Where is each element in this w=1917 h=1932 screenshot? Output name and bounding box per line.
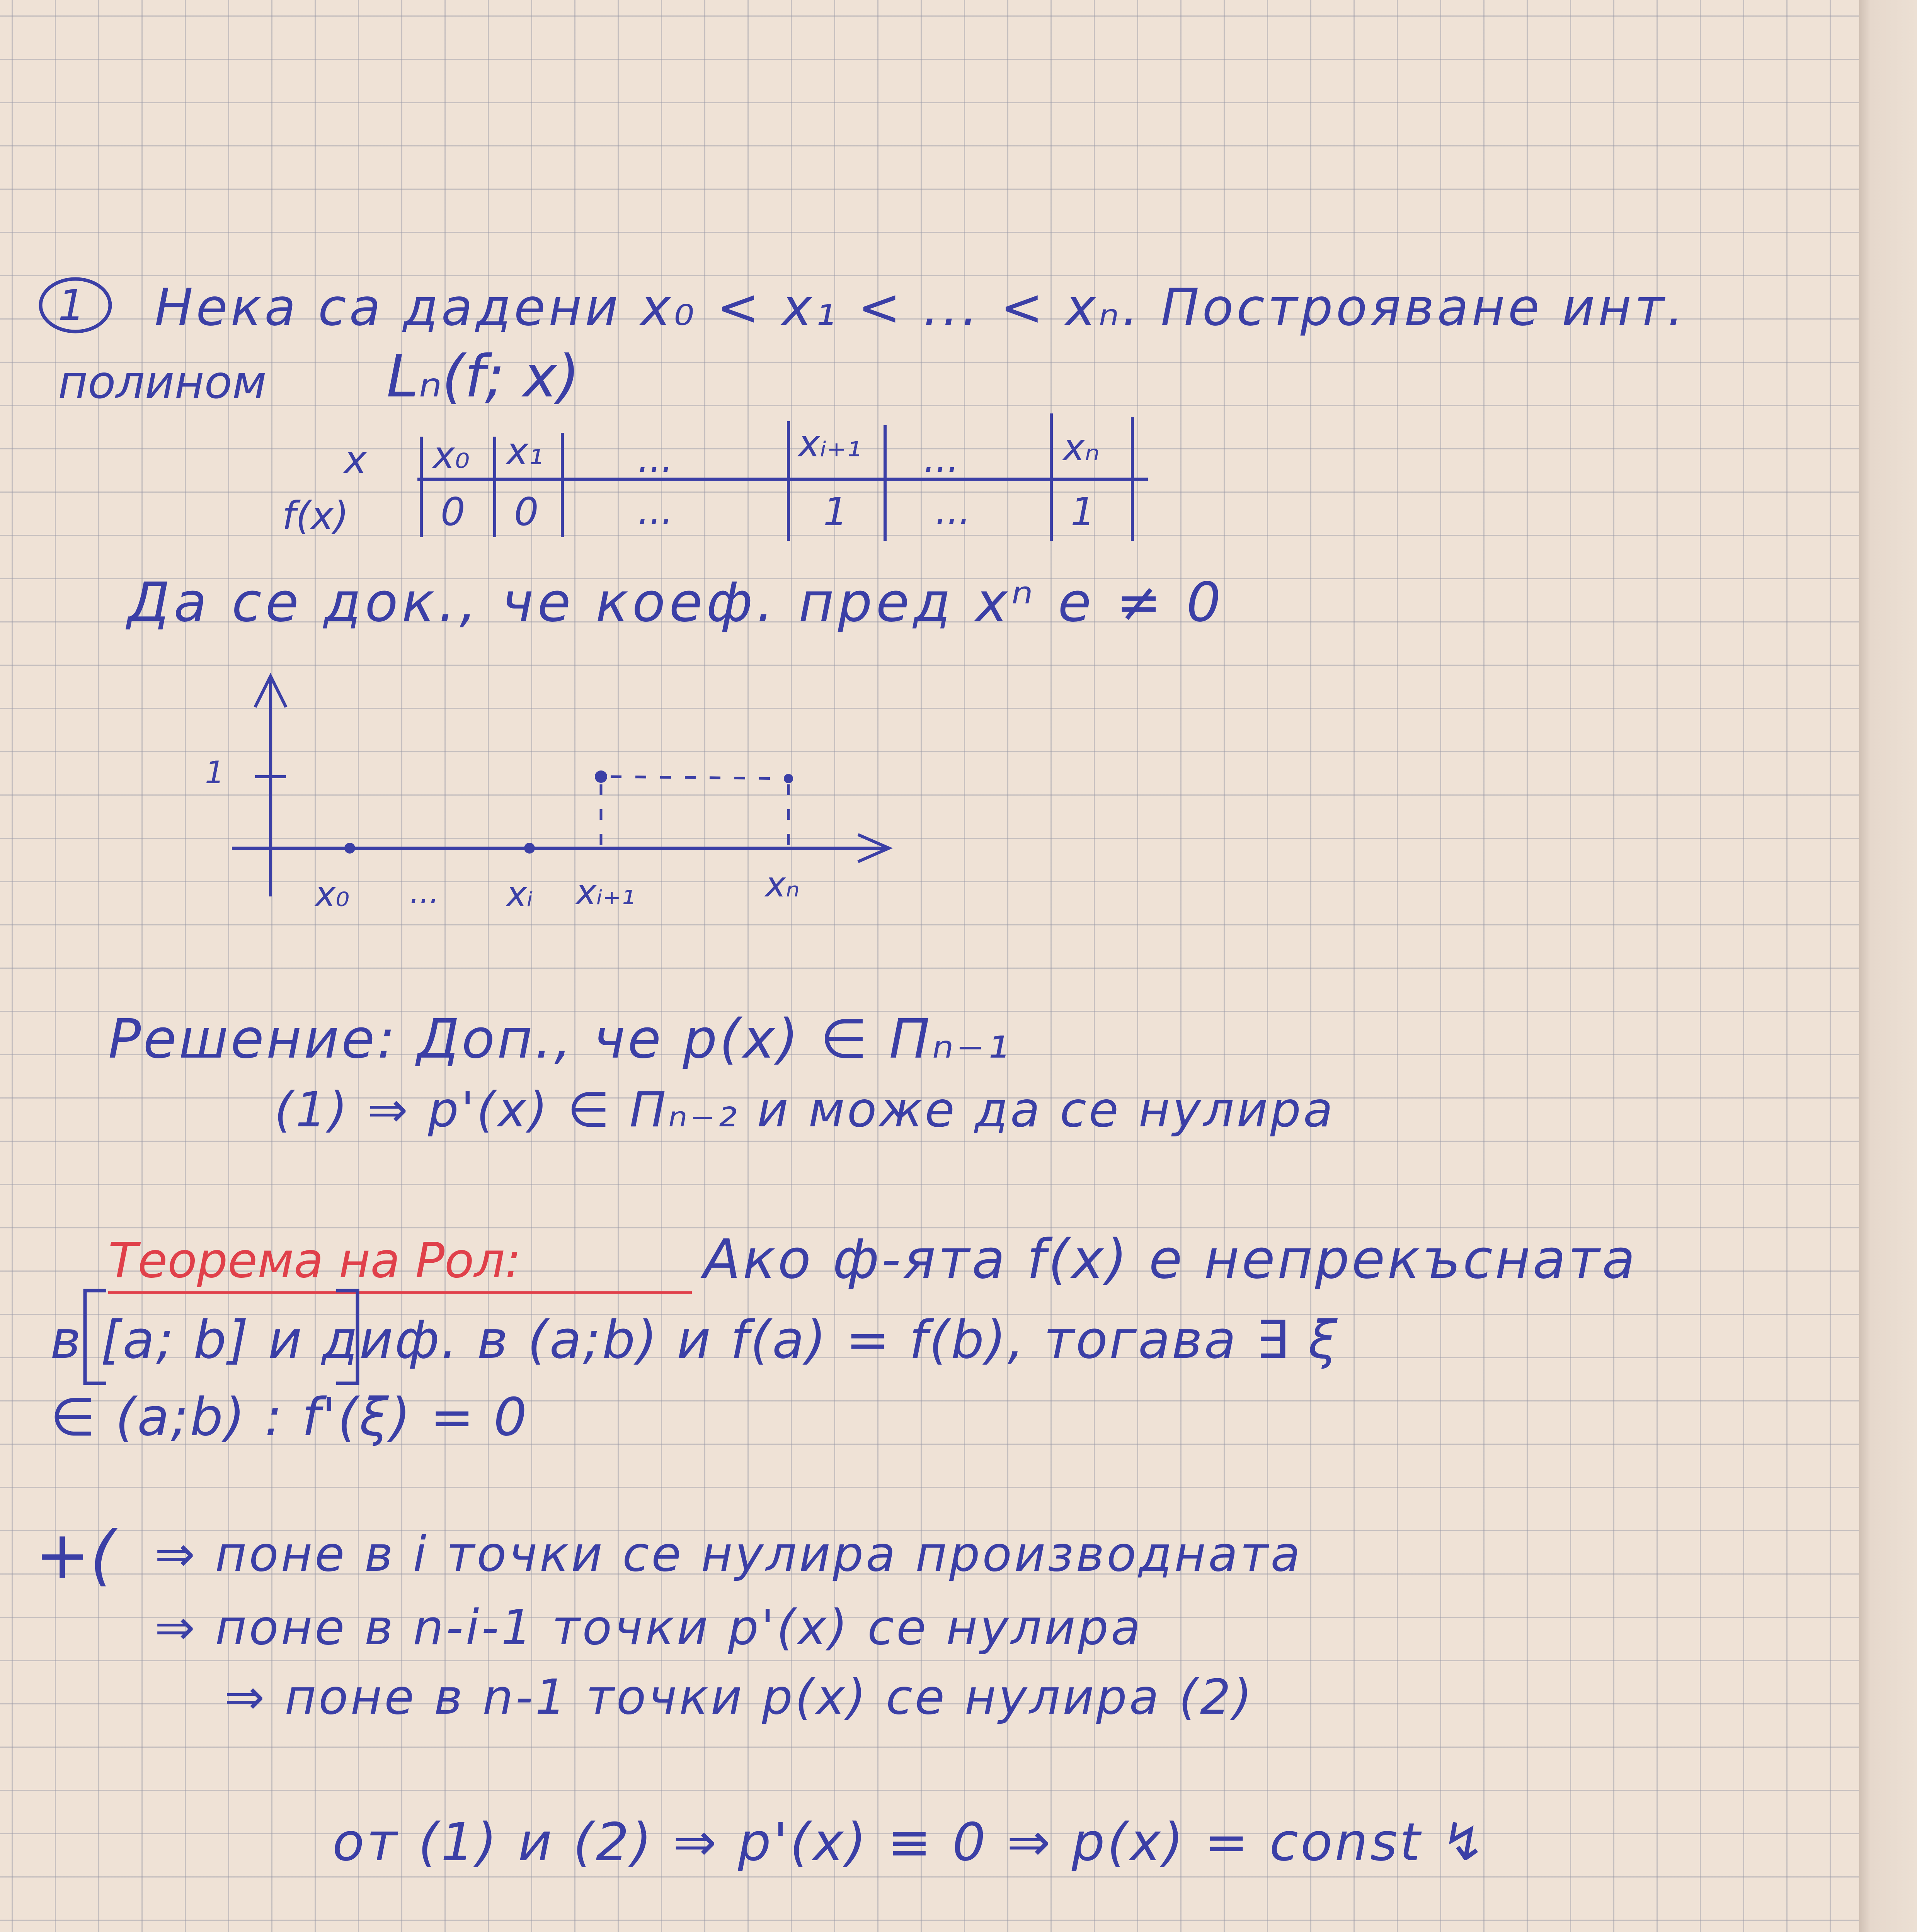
- point-x0: [344, 843, 355, 854]
- table-row-label-fx: f(x): [282, 493, 349, 538]
- table-row-label-x: x: [344, 437, 367, 482]
- graph-y-tick: 1: [205, 755, 225, 791]
- table-f-cell: 1: [1071, 489, 1095, 534]
- theorem-line-2: в [a; b] и диф. в (a;b) и f(a) = f(b), тогава ∃ ξ: [50, 1310, 1339, 1370]
- theorem-line-3: ∈ (a;b) : f'(ξ) = 0: [50, 1387, 529, 1447]
- graph-x-label: xᵢ: [506, 874, 533, 915]
- graph-x-label: ...: [410, 874, 439, 910]
- table-x-cell: ...: [638, 437, 673, 481]
- table-f-cell: ...: [638, 490, 673, 533]
- solution-line-1: Решение: Доп., че p(x) ∈ Πₙ₋₁: [108, 1008, 1011, 1071]
- table-x-cell: x₁: [506, 430, 543, 473]
- problem-line-2-formula: Lₙ(f; x): [386, 343, 580, 410]
- graph-x-label: xₙ: [765, 864, 800, 905]
- table-f-cell: 0: [514, 489, 539, 534]
- graph-points: [344, 770, 793, 854]
- argument-line-2: ⇒ поне в n-i-1 точки p'(x) се нулира: [155, 1600, 1143, 1656]
- theorem-title: Теорема на Рол:: [108, 1233, 521, 1289]
- graph-x-label: xᵢ₊₁: [576, 872, 635, 913]
- graph-dashed-lines: [601, 777, 788, 846]
- graph-x-label: x₀: [315, 874, 350, 915]
- table-x-cell: x₀: [433, 434, 470, 477]
- problem-line-1: Нека са дадени x₀ < x₁ < ... < xₙ. Построяване инт.: [155, 278, 1687, 337]
- table-x-cell: ...: [924, 437, 959, 481]
- argument-line-1: ⇒ поне в i точки се нулира производната: [155, 1526, 1302, 1582]
- table-f-cell: ...: [935, 490, 971, 533]
- argument-line-3: ⇒ поне в n-1 точки p(x) се нулира (2): [224, 1669, 1255, 1725]
- table-f-cell: 0: [441, 489, 465, 534]
- argument-plus-bracket: +(: [35, 1517, 116, 1594]
- solution-line-2: (1) ⇒ p'(x) ∈ Πₙ₋₂ и може да се нулира: [274, 1082, 1335, 1138]
- table-x-cell: xₙ: [1063, 426, 1100, 469]
- point-xi1: [595, 770, 607, 783]
- table-x-cell: xᵢ₊₁: [798, 422, 861, 465]
- theorem-line-1: Ако ф-ята f(x) е непрекъсната: [703, 1228, 1638, 1291]
- graph-axes: [232, 676, 889, 896]
- problem-line-2-word: полином: [58, 355, 267, 409]
- problem-number: 1: [58, 281, 85, 330]
- table-f-cell: 1: [823, 489, 848, 534]
- point-xi: [524, 843, 535, 854]
- argument-line-4: от (1) и (2) ⇒ p'(x) ≡ 0 ⇒ p(x) = const ↯: [332, 1812, 1488, 1872]
- task-statement: Да се док., че коеф. пред xⁿ е ≠ 0: [128, 571, 1225, 634]
